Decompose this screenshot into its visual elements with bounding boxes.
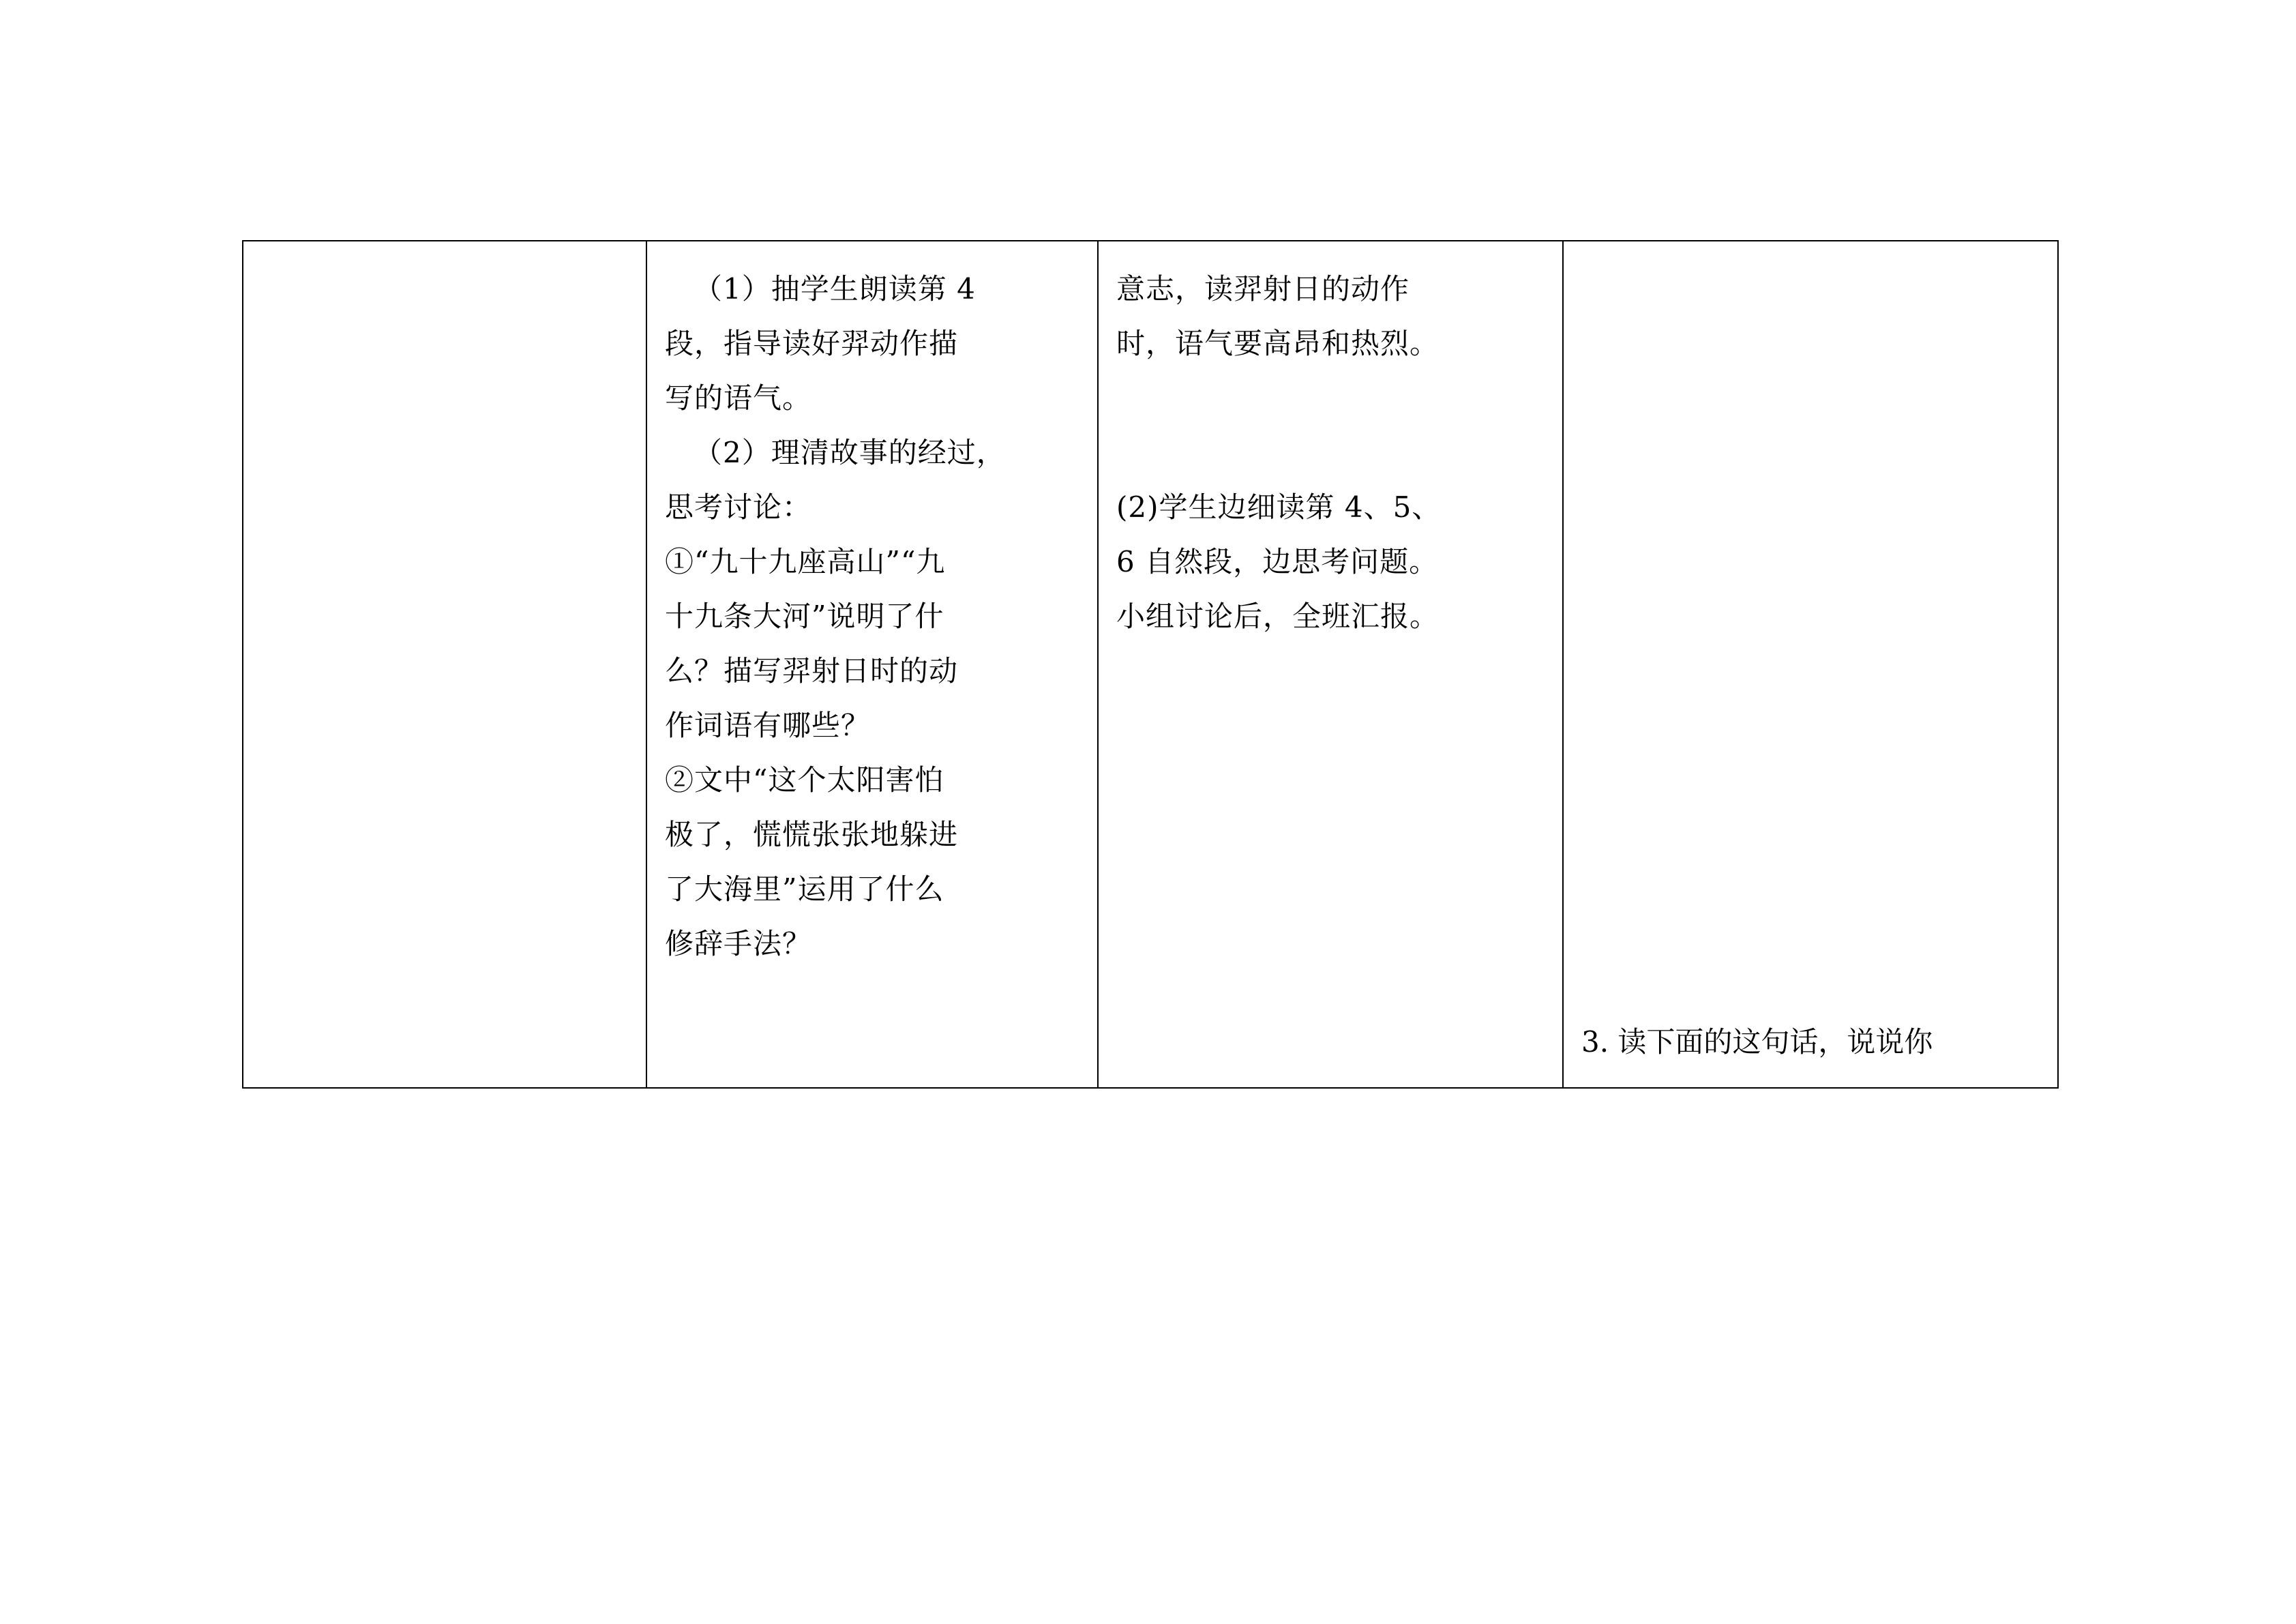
column-c-content <box>1099 241 1562 1087</box>
text-line: ①“九十九座高山”“九 <box>665 545 946 578</box>
text-line: 修辞手法？ <box>665 927 812 960</box>
paragraph-spacer <box>1116 371 1545 426</box>
paragraph-spacer <box>1116 426 1545 480</box>
table-cell-column-d <box>1563 241 2058 1088</box>
text-line: 极了，慌慌张张地躲进 <box>665 818 959 851</box>
table-row <box>243 241 2058 1088</box>
table-cell-column-b <box>646 241 1098 1088</box>
table-cell-column-c <box>1098 241 1563 1088</box>
text-line: 写的语气。 <box>665 381 812 415</box>
text-line: (2)学生边细读第 4、5、 <box>1116 490 1442 524</box>
text-line: 时，语气要高昂和热烈。 <box>1116 327 1440 360</box>
text-line: 6 自然段，边思考问题。 <box>1116 545 1439 578</box>
text-line: （1）抽学生朗读第 4 <box>694 272 976 306</box>
lesson-plan-table <box>242 240 2059 1089</box>
text-line: 十九条大河”说明了什 <box>665 600 944 633</box>
text-line: ②文中“这个太阳害怕 <box>665 763 944 797</box>
text-line: 思考讨论： <box>665 490 812 524</box>
text-line: 3. 读下面的这句话，说说你 <box>1581 1025 1933 1059</box>
table-cell-column-a <box>243 241 646 1088</box>
text-line: 段，指导读好羿动作描 <box>665 327 959 360</box>
text-line: 小组讨论后，全班汇报。 <box>1116 600 1440 633</box>
text-line: 意志，读羿射日的动作 <box>1116 272 1410 306</box>
column-a-content <box>243 241 646 1087</box>
text-line: 作词语有哪些？ <box>665 709 871 742</box>
column-d-content <box>1564 241 2057 1087</box>
column-b-content <box>647 241 1097 1087</box>
text-line: （2）理清故事的经过， <box>694 436 1006 469</box>
text-line: 么？描写羿射日时的动 <box>665 654 959 688</box>
text-line: 了大海里”运用了什么 <box>665 872 944 906</box>
